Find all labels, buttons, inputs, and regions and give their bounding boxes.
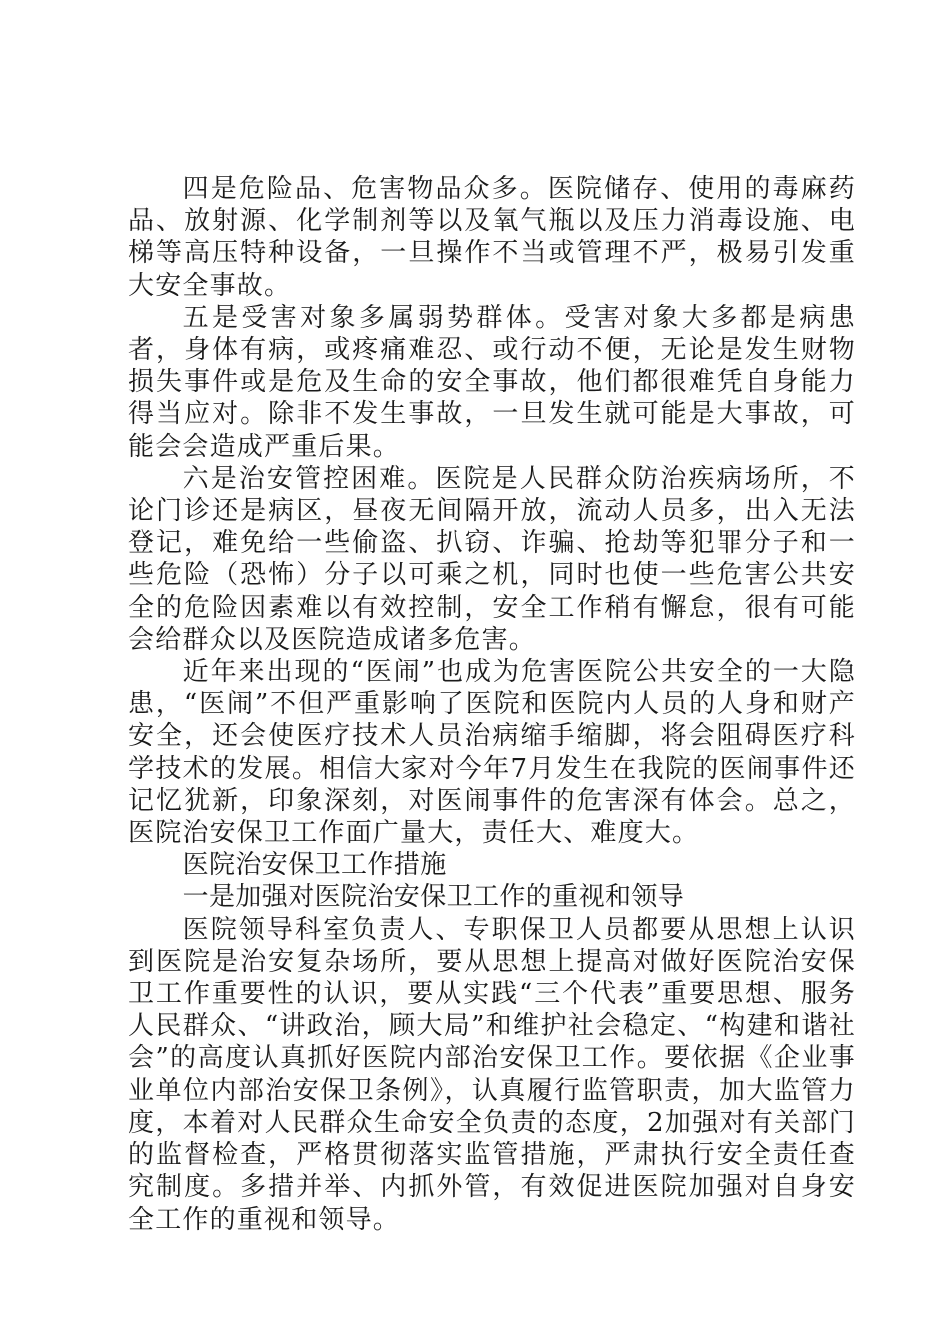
paragraph-medical-disputes: 近年来出现的“医闹”也成为危害医院公共安全的一大隐患，“医闹”不但严重影响了医院和医院内人员的人身和财产安全，还会使医疗技术人员治病缩手缩脚，将会阻碍医疗科学技术的发展。相信大家对今年7月发生在我院的医闹事件还记忆犹新，印象深刻，对医闹事件的危害深有体会。总之，医院治安保卫工作面广量大，责任大、难度大。 bbox=[128, 657, 856, 849]
paragraph-vulnerable-victims: 五是受害对象多属弱势群体。受害对象大多都是病患者，身体有病，或疼痛难忍、或行动不便，无论是发生财物损失事件或是危及生命的安全事故，他们都很难凭自身能力得当应对。除非不发生事故，一旦发生就可能是大事故，可能会会造成严重后果。 bbox=[128, 302, 856, 462]
paragraph-security-control: 六是治安管控困难。医院是人民群众防治疾病场所，不论门诊还是病区，昼夜无间隔开放，流动人员多，出入无法登记，难免给一些偷盗、扒窃、诈骗、抢劫等犯罪分子和一些危险（恐怖）分子以可乘之机，同时也使一些危害公共安全的危险因素难以有效控制，安全工作稍有懈怠，很有可能会给群众以及医院造成诸多危害。 bbox=[128, 463, 856, 655]
paragraph-hazardous-materials: 四是危险品、危害物品众多。医院储存、使用的毒麻药品、放射源、化学制剂等以及氧气瓶以及压力消毒设施、电梯等高压特种设备，一旦操作不当或管理不严，极易引发重大安全事故。 bbox=[128, 174, 856, 301]
section-heading-measures: 医院治安保卫工作措施 bbox=[182, 850, 447, 881]
subheading-leadership: 一是加强对医院治安保卫工作的重视和领导 bbox=[182, 882, 685, 913]
paragraph-leadership-details: 医院领导科室负责人、专职保卫人员都要从思想上认识到医院是治安复杂场所，要从思想上提高对做好医院治安保卫工作重要性的认识，要从实践“三个代表”重要思想、服务人民群众、“讲政治，顾大局”和维护社会稳定、“构建和谐社会”的高度认真抓好医院内部治安保卫工作。要依据《企业事业单位内部治安保卫条例》，认真履行监管职责，加大监管力度，本着对人民群众生命安全负责的态度，2加强对有关部门的监督检查，严格贯彻落实监管措施，严肃执行安全责任查究制度。多措并举、内抓外管，有效促进医院加强对自身安全工作的重视和领导。 bbox=[128, 914, 856, 1235]
document-body bbox=[128, 173, 856, 1236]
